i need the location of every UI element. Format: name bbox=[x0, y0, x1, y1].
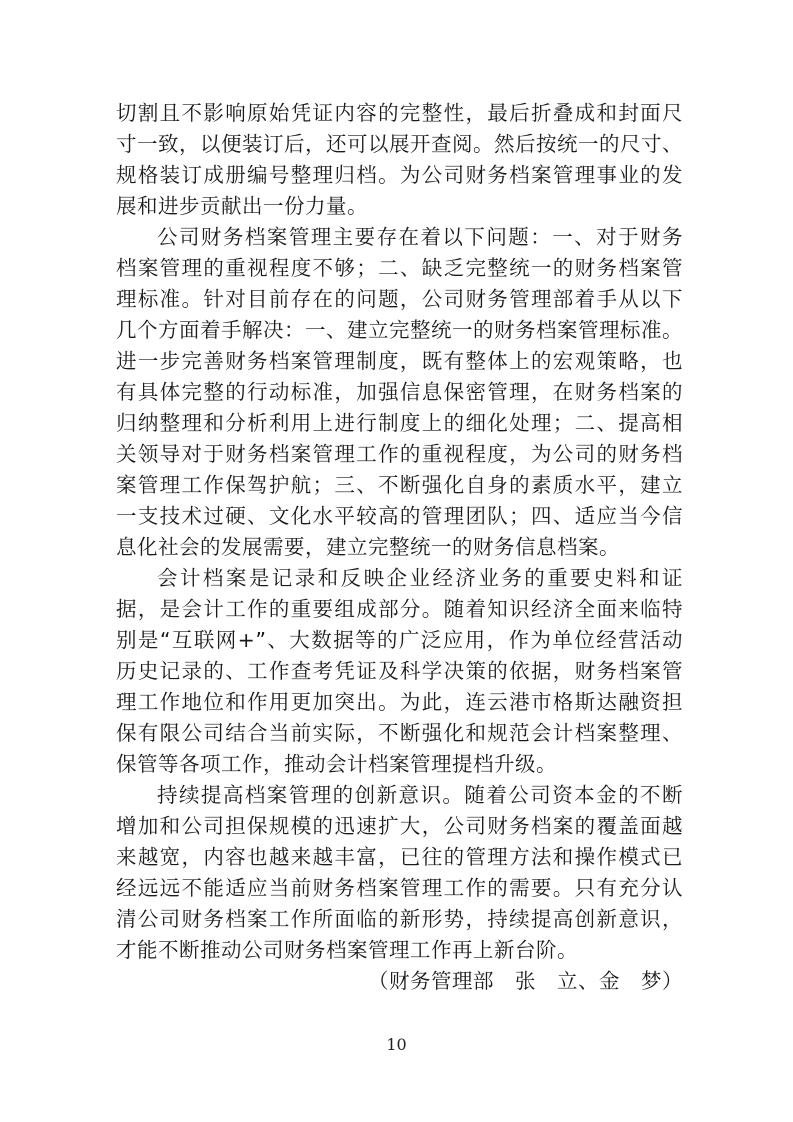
text-line: 清公司财务档案工作所面临的新形势，持续提高创新意识， bbox=[116, 907, 683, 931]
text-line: 案管理工作保驾护航；三、不断强化自身的素质水平，建立 bbox=[116, 473, 683, 497]
document-body bbox=[116, 98, 683, 997]
text-line: 保有限公司结合当前实际，不断强化和规范会计档案整理、 bbox=[116, 721, 683, 745]
text-line: 经远远不能适应当前财务档案管理工作的需要。只有充分认 bbox=[116, 876, 683, 900]
text-line: 别是“互联网+”、大数据等的广泛应用，作为单位经营活动 bbox=[116, 628, 683, 652]
text-line: 才能不断推动公司财务档案管理工作再上新台阶。 bbox=[116, 938, 578, 962]
text-line: 切割且不影响原始凭证内容的完整性，最后折叠成和封面尺 bbox=[116, 101, 683, 125]
paragraphs-container bbox=[116, 98, 683, 966]
text-line: 历史记录的、工作查考凭证及科学决策的依据，财务档案管 bbox=[116, 659, 683, 683]
text-line: 归纳整理和分析利用上进行制度上的细化处理；二、提高相 bbox=[116, 411, 683, 435]
text-line: 增加和公司担保规模的迅速扩大，公司财务档案的覆盖面越 bbox=[116, 814, 683, 838]
paragraph bbox=[116, 780, 683, 966]
text-line: 据，是会计工作的重要组成部分。随着知识经济全面来临特 bbox=[116, 597, 683, 621]
text-line: 息化社会的发展需要，建立完整统一的财务信息档案。 bbox=[116, 535, 620, 559]
text-line: 寸一致，以便装订后，还可以展开查阅。然后按统一的尺寸、 bbox=[116, 132, 683, 156]
text-line: 一支技术过硬、文化水平较高的管理团队；四、适应当今信 bbox=[116, 504, 683, 528]
text-line: 进一步完善财务档案管理制度，既有整体上的宏观策略，也 bbox=[116, 349, 683, 373]
text-line: 理工作地位和作用更加突出。为此，连云港市格斯达融资担 bbox=[116, 690, 683, 714]
text-line: 理标准。针对目前存在的问题，公司财务管理部着手从以下 bbox=[116, 287, 683, 311]
text-line: 会计档案是记录和反映企业经济业务的重要史料和证 bbox=[157, 566, 683, 590]
paragraph bbox=[116, 563, 683, 780]
text-line: 公司财务档案管理主要存在着以下问题：一、对于财务 bbox=[157, 225, 683, 249]
text-line: 持续提高档案管理的创新意识。随着公司资本金的不断 bbox=[157, 783, 683, 807]
text-line: 几个方面着手解决：一、建立完整统一的财务档案管理标准。 bbox=[116, 318, 683, 342]
text-line: 规格装订成册编号整理归档。为公司财务档案管理事业的发 bbox=[116, 163, 683, 187]
text-line: 展和进步贡献出一份力量。 bbox=[116, 194, 368, 218]
text-line: 有具体完整的行动标准，加强信息保密管理，在财务档案的 bbox=[116, 380, 683, 404]
paragraph bbox=[116, 222, 683, 563]
text-line: 保管等各项工作，推动会计档案管理提档升级。 bbox=[116, 752, 557, 776]
byline: （财务管理部 张 立、金 梦） bbox=[368, 969, 683, 993]
page-number: 10 bbox=[386, 1035, 407, 1054]
text-line: 关领导对于财务档案管理工作的重视程度，为公司的财务档 bbox=[116, 442, 683, 466]
text-line: 来越宽，内容也越来越丰富，已往的管理方法和操作模式已 bbox=[116, 845, 683, 869]
paragraph bbox=[116, 98, 683, 222]
text-line: 档案管理的重视程度不够；二、缺乏完整统一的财务档案管 bbox=[116, 256, 683, 280]
